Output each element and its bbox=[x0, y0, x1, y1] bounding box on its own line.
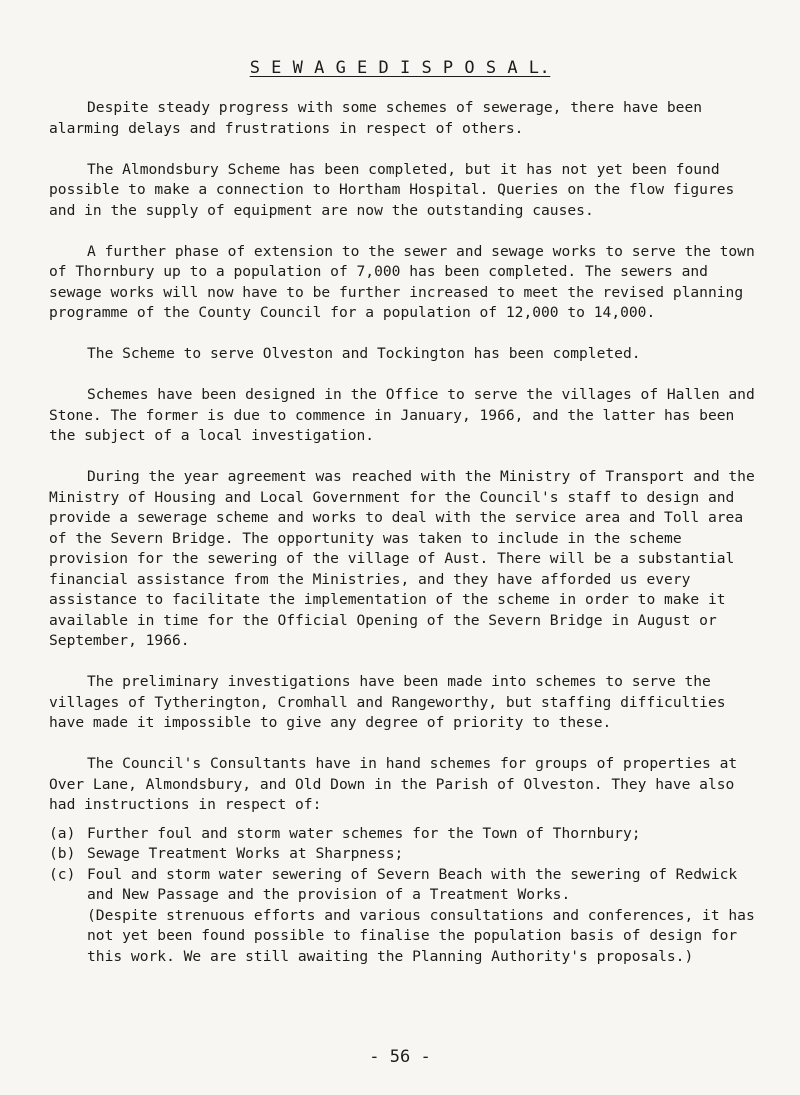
list-item-mark: (a) bbox=[49, 824, 76, 842]
paragraph: Despite steady progress with some schemes of sewerage, there have been alarming delays and frustrations in respect of others. bbox=[49, 99, 703, 137]
list-item-mark: (c) bbox=[49, 865, 76, 883]
list-item-mark: (b) bbox=[49, 845, 76, 862]
list-item-text: Further foul and storm water schemes for the Town of Thornbury; bbox=[87, 824, 641, 842]
list-item bbox=[49, 844, 759, 865]
list-item-text: Sewage Treatment Works at Sharpness; bbox=[87, 845, 404, 862]
paragraph: Schemes have been designed in the Office to serve the villages of Hallen and Stone. The former is due to commence in January, 1966, and the latter has been the subject of a local investigation. bbox=[49, 386, 755, 444]
page-number: - 56 - bbox=[369, 1047, 431, 1067]
paragraph: A further phase of extension to the sewer and sewage works to serve the town of Thornbury up to a population of 7,000 has been completed. The sewers and sewage works will now have to be further increased to meet the revised planning programme of the County Council for a population of 12,000 to 14,000. bbox=[49, 242, 755, 321]
paragraph: The Almondsbury Scheme has been completed, but it has not yet been found possible to make a connection to Hortham Hospital. Queries on the flow figures and in the supply of equipment are now the outstanding causes. bbox=[49, 160, 735, 219]
paragraph: The preliminary investigations have been made into schemes to serve the villages of Tytherington, Cromhall and Rangeworthy, but staffing difficulties have made it impossible to give any degree of priority to these. bbox=[49, 673, 726, 731]
paragraph: During the year agreement was reached with the Ministry of Transport and the Ministry of Housing and Local Government for the Council's staff to design and provide a sewerage scheme and works to deal with the service area and Toll area of the Severn Bridge. The opportunity was taken to include in the scheme provision for the sewering of the village of Aust. There will be a substantial financial assistance from the Ministries, and they have afforded us every assistance to facilitate the implementation of the scheme in order to make it available in time for the Official Opening of the Severn Bridge in August or September, 1966. bbox=[49, 468, 755, 649]
document-body bbox=[49, 98, 759, 967]
list-note: (Despite strenuous efforts and various consultations and conferences, it has not yet been found possible to finalise the population basis of design for this work. We are still awaiting the Planning Authority's proposals.) bbox=[87, 906, 755, 965]
document-title-text: S E W A G E D I S P O S A L. bbox=[249, 58, 551, 78]
document-title bbox=[0, 58, 800, 78]
list-item-text: Foul and storm water sewering of Severn Beach with the sewering of Redwick and New Passage and the provision of a Treatment Works. bbox=[87, 865, 738, 903]
paragraph: The Scheme to serve Olveston and Tockington has been completed. bbox=[87, 345, 641, 362]
list-item bbox=[49, 824, 759, 845]
list-item bbox=[49, 865, 759, 906]
scheme-list bbox=[49, 824, 759, 906]
paragraph: The Council's Consultants have in hand schemes for groups of properties at Over Lane, Almondsbury, and Old Down in the Parish of Olveston. They have also had instructions in respect of: bbox=[49, 755, 738, 813]
